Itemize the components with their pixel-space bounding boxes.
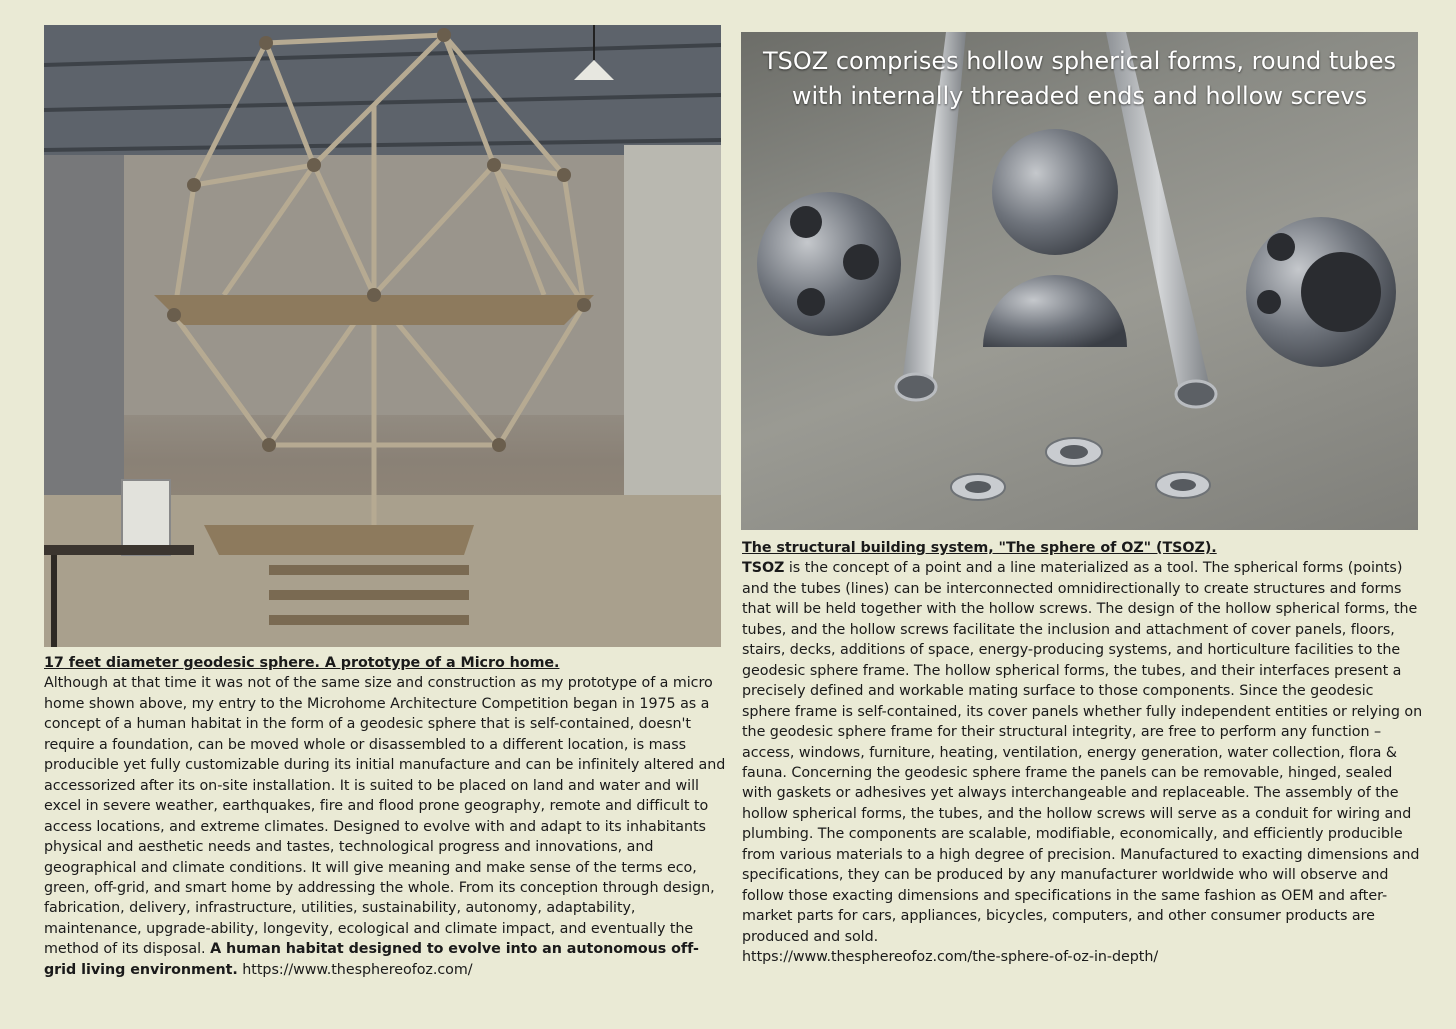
right-lead: TSOZ [742, 560, 785, 577]
left-heading: 17 feet diameter geodesic sphere. A prototype of a Micro home. [44, 655, 560, 671]
photo-caption: TSOZ comprises hollow spherical forms, round tubes with internally threaded ends and hollow screvs [762, 47, 1397, 110]
right-text-column [742, 538, 1426, 968]
right-link[interactable]: https://www.thesphereofoz.com/the-sphere-of-oz-in-depth/ [742, 949, 1159, 966]
right-body: is the concept of a point and a line materialized as a tool. The spherical forms (points) and the tubes (lines) can be interconnected omnidirectionally to create structures and forms that will be held together with the hollow screws. The design of the hollow spherical forms, the tubes, and the hollow screws facilitate the inclusion and attachment of cover panels, floors, stairs, decks, additions of space, energy-producing systems, and horticulture facilities to the geodesic sphere frame. The hollow spherical forms, the tubes, and their interfaces present a precisely defined and workable mating surface to those components. Since the geodesic sphere frame is self-contained, its cover panels whether fully independent entities or relying on the geodesic sphere frame for their structural integrity, are free to perform any function – access, windows, furniture, heating, ventilation, energy generation, water collection, flora & fauna. Concerning the geodesic sphere frame the panels can be removable, hinged, sealed with gaskets or adhesives yet always interchangeable and replaceable. The assembly of the hollow spherical forms, the tubes, and the hollow screws will serve as a conduit for wiring and plumbing. The components are scalable, modifiable, economically, and efficiently producible from various materials to a high degree of precision. Manufactured to exacting dimensions and specifications, they can be produced by any manufacturer worldwide who will observe and follow those exacting dimensions and specifications in the same fashion as OEM and after-market parts for cars, appliances, bicycles, computers, and other consumer products are produced and sold. [742, 560, 1423, 945]
geodesic-sphere-photo [44, 25, 721, 647]
left-text-column [44, 653, 728, 980]
left-bold-ending: A human habitat designed to evolve into an autonomous off-grid living environment. [44, 941, 699, 978]
geodesic-sphere-illustration [44, 25, 721, 647]
left-link[interactable]: https://www.thesphereofoz.com/ [242, 961, 473, 978]
right-heading: The structural building system, "The sphere of OZ" (TSOZ). [742, 540, 1217, 556]
components-photo [741, 32, 1418, 530]
left-body: Although at that time it was not of the same size and construction as my prototype of a micro home shown above, my entry to the Microhome Architecture Competition began in 1975 as a concept of a human habitat in the form of a geodesic sphere that is self-contained, doesn't require a foundation, can be moved whole or disassembled to a different location, is mass producible yet fully customizable during its initial manufacture and can be infinitely altered and accessorized after its on-site installation. It is suited to be placed on land and water and will excel in severe weather, earthquakes, fire and flood prone geography, remote and difficult to access locations, and extreme climates. Designed to evolve with and adapt to its inhabitants physical and aesthetic needs and tastes, technological progress and innovations, and geographical and climate conditions. It will give meaning and make sense of the terms eco, green, off-grid, and smart home by addressing the whole. From its conception through design, fabrication, delivery, infrastructure, utilities, sustainability, autonomy, adaptability, maintenance, upgrade-ability, longevity, ecological and climate impact, and eventually the method of its disposal. [44, 675, 726, 958]
